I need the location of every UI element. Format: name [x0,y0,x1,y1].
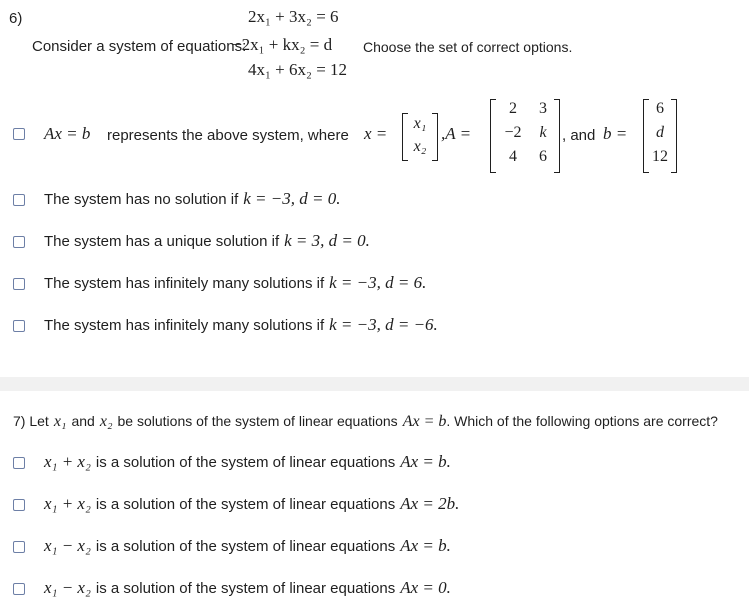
option-checkbox[interactable] [13,320,25,332]
a-matrix-cell: 4 [509,148,517,165]
option-checkbox[interactable] [13,499,25,511]
a-matrix-cell: k [539,124,547,141]
stem-mid: be solutions of the system of linear equations [117,413,398,429]
option-math: Ax = b. [400,452,451,471]
x-equals: x = [364,124,388,143]
option-checkbox[interactable] [13,541,25,553]
a-matrix [490,99,560,173]
option-row [44,315,438,335]
question-intro: Consider a system of equations: [32,38,247,55]
and-text: , and [562,127,596,144]
option-lead-math: x₁ + x₂ [44,494,91,513]
x-vector-entry: x₁ [413,115,427,132]
a-matrix-cell: 6 [539,148,547,165]
stem-and: and [71,413,95,429]
option-lead-math: x₁ − x₂ [44,536,91,555]
option-row [44,494,459,514]
option-lead-math: x₁ − x₂ [44,578,91,597]
question-7-stem [13,413,718,431]
option-text: The system has no solution if [44,191,239,208]
equation-2: −2x₁ + kx₂ = d [232,35,333,54]
option-row [44,452,451,472]
option-math: k = −3, d = 0. [243,189,341,208]
option-row [44,189,340,209]
option-math: k = −3, d = −6. [329,315,438,334]
option-row [44,578,451,598]
instruction-text: Choose the set of correct options. [363,39,573,55]
b-vector [643,99,677,173]
option-text: is a solution of the system of linear equations [95,580,396,597]
x-vector-entry: x₂ [413,138,427,155]
option-checkbox[interactable] [13,583,25,595]
option-math: k = −3, d = 6. [329,273,427,292]
option-checkbox[interactable] [13,128,25,140]
a-matrix-cell: 3 [539,100,547,117]
equation-3: 4x₁ + 6x₂ = 12 [248,60,348,79]
b-vector-entry: 6 [656,100,664,117]
option-text: The system has infinitely many solutions if [44,317,325,334]
stem-suffix: . Which of the following options are correct? [446,413,718,429]
option-row [44,273,426,293]
a-matrix-cell: −2 [504,124,522,141]
option-math: Ax = 2b. [400,494,460,513]
option-checkbox[interactable] [13,236,25,248]
question-number: 6) [9,10,23,27]
option-row [44,536,451,556]
option-text: is a solution of the system of linear equations [95,496,396,513]
option-math: Ax = 0. [400,578,451,597]
b-equals: b = [603,124,628,143]
option-lead-math: x₁ + x₂ [44,452,91,471]
option-checkbox[interactable] [13,194,25,206]
option-text: represents the above system, where [107,127,349,144]
stem-x2: x₂ [99,413,113,430]
equation-1: 2x₁ + 3x₂ = 6 [248,7,339,26]
stem-system: Ax = b [402,413,447,430]
option-checkbox[interactable] [13,457,25,469]
option-text: The system has infinitely many solutions if [44,275,325,292]
section-divider [0,377,749,391]
b-vector-entry: d [656,124,664,141]
stem-x1: x₁ [53,413,67,430]
option-text: is a solution of the system of linear equations [95,454,396,471]
option-math: k = 3, d = 0. [284,231,370,250]
option-text: The system has a unique solution if [44,233,280,250]
option-math-lead: Ax = b [44,124,91,143]
option-row [44,231,370,251]
a-equals: ,A = [441,124,472,143]
option-checkbox[interactable] [13,278,25,290]
stem-prefix: 7) Let [13,413,49,429]
option-math: Ax = b. [400,536,451,555]
b-vector-entry: 12 [652,148,668,165]
option-text: is a solution of the system of linear equations [95,538,396,555]
a-matrix-cell: 2 [509,100,517,117]
x-vector [402,113,438,161]
